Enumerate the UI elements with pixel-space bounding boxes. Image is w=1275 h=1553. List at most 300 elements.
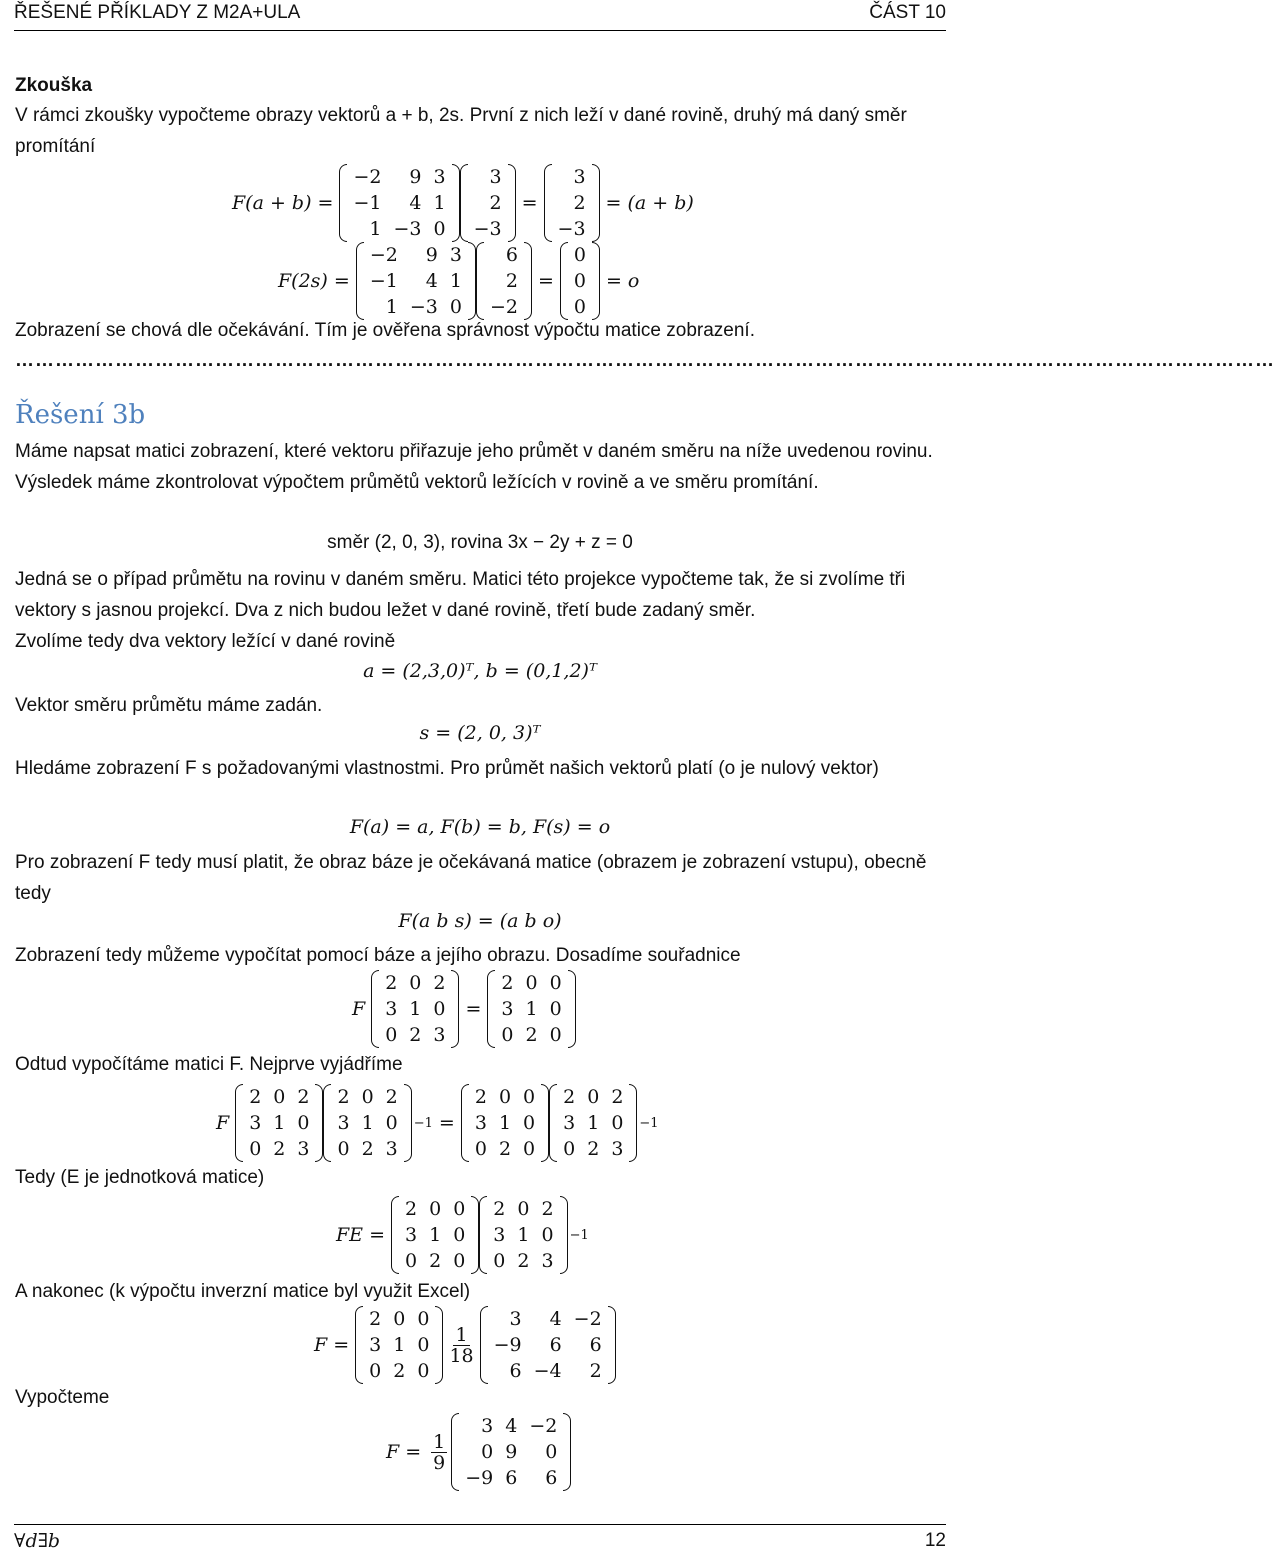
matrix-row bbox=[487, 1248, 559, 1274]
mapping-conditions: F(a) = a, F(b) = b, F(s) = o bbox=[349, 816, 611, 838]
matrix-cell: 1 bbox=[273, 1112, 286, 1134]
matrix-cell: 0 bbox=[273, 1086, 286, 1108]
matrix-cell: 3 bbox=[449, 244, 462, 266]
matrix-row bbox=[459, 1439, 563, 1465]
matrix-row bbox=[469, 1136, 541, 1162]
equation-result bbox=[380, 1413, 571, 1491]
matrix-row bbox=[363, 1332, 435, 1358]
matrix-cell: 3 bbox=[501, 998, 514, 1020]
matrix-cell: 0 bbox=[573, 296, 586, 318]
eq4-matrix-2 bbox=[323, 1084, 411, 1162]
eq1-equals: = bbox=[521, 192, 538, 214]
eq6-fraction bbox=[447, 1325, 475, 1366]
eq4-equals: = bbox=[438, 1112, 455, 1134]
matrix-cell: 3 bbox=[337, 1112, 350, 1134]
matrix-cell: −2 bbox=[489, 296, 518, 318]
matrix-cell: 2 bbox=[493, 1198, 506, 1220]
section-paragraph-10: A nakonec (k výpočtu inverzní matice byl využit Excel) bbox=[15, 1281, 471, 1302]
matrix-body bbox=[379, 970, 451, 1048]
matrix-cell: 9 bbox=[409, 166, 422, 188]
matrix-cell: 2 bbox=[563, 1086, 576, 1108]
matrix-cell: 0 bbox=[337, 1138, 350, 1160]
matrix-right-paren bbox=[560, 1196, 568, 1274]
matrix-cell: 1 bbox=[498, 1112, 512, 1134]
matrix-cell: 1 bbox=[429, 1224, 442, 1246]
matrix-cell: −3 bbox=[473, 218, 502, 240]
matrix-row bbox=[379, 1022, 451, 1048]
matrix-cell: 3 bbox=[385, 998, 398, 1020]
matrix-cell: 4 bbox=[425, 270, 438, 292]
matrix-right-paren bbox=[524, 242, 532, 320]
matrix-row bbox=[552, 164, 592, 190]
matrix-cell: 0 bbox=[297, 1112, 310, 1134]
matrix-left-paren bbox=[356, 242, 364, 320]
matrix-row bbox=[399, 1196, 471, 1222]
matrix-right-paren bbox=[629, 1084, 637, 1162]
matrix-cell: 0 bbox=[453, 1198, 466, 1220]
matrix-cell: 0 bbox=[429, 1198, 442, 1220]
header-title: ŘEŠENÉ PŘÍKLADY Z M2A+ULA bbox=[14, 2, 301, 23]
eq6-matrix-2 bbox=[480, 1306, 616, 1384]
eq6-fraction-denominator: 18 bbox=[449, 1344, 474, 1367]
matrix-cell: 3 bbox=[297, 1138, 310, 1160]
eq2-matrix bbox=[356, 242, 476, 320]
matrix-cell: 3 bbox=[541, 1250, 554, 1272]
matrix-cell: 0 bbox=[385, 1024, 398, 1046]
matrix-right-paren bbox=[471, 1196, 479, 1274]
matrix-body bbox=[557, 1084, 629, 1162]
matrix-left-paren bbox=[460, 164, 468, 242]
matrix-cell: 1 bbox=[587, 1112, 600, 1134]
matrix-cell: 0 bbox=[453, 1224, 466, 1246]
eq5-matrix-1 bbox=[391, 1196, 479, 1274]
matrix-cell: 2 bbox=[573, 192, 586, 214]
matrix-cell: 0 bbox=[449, 296, 462, 318]
matrix-cell: 0 bbox=[523, 1112, 536, 1134]
equation-check-1 bbox=[226, 164, 700, 242]
matrix-cell: −3 bbox=[393, 218, 422, 240]
matrix-cell: 1 bbox=[361, 1112, 374, 1134]
header-part: ČÁST 10 bbox=[869, 2, 946, 23]
matrix-right-paren bbox=[568, 970, 576, 1048]
matrix-left-paren bbox=[339, 164, 347, 242]
matrix-cell: 2 bbox=[361, 1138, 374, 1160]
matrix-body bbox=[331, 1084, 403, 1162]
eq2-vector bbox=[476, 242, 532, 320]
matrix-left-paren bbox=[476, 242, 484, 320]
eq1-rhs: = (a + b) bbox=[605, 192, 694, 214]
matrix-cell: 0 bbox=[549, 1024, 562, 1046]
matrix-cell: 0 bbox=[549, 998, 562, 1020]
matrix-cell: 0 bbox=[369, 1360, 382, 1382]
matrix-row bbox=[469, 1110, 541, 1136]
section-paragraph-1: Máme napsat matici zobrazení, které vektoru přiřazuje jeho průmět v daném směru na níže uvedenou rovinu. Výsledek máme zkontrolovat výpočtem průmětů vektorů ležících v rovině a ve směru promítání. bbox=[15, 441, 933, 493]
matrix-body bbox=[243, 1084, 315, 1162]
matrix-row bbox=[364, 242, 468, 268]
matrix-cell: 9 bbox=[425, 244, 438, 266]
matrix-cell: 3 bbox=[573, 166, 586, 188]
matrix-cell: 0 bbox=[433, 218, 446, 240]
section-paragraph-7: Zobrazení tedy můžeme vypočítat pomocí báze a jejího obrazu. Dosadíme souřadnice bbox=[15, 945, 741, 966]
matrix-row bbox=[488, 1306, 608, 1332]
matrix-left-paren bbox=[549, 1084, 557, 1162]
matrix-row bbox=[552, 190, 592, 216]
page-number: 12 bbox=[924, 1530, 946, 1551]
matrix-cell: 0 bbox=[385, 1112, 398, 1134]
matrix-cell: 2 bbox=[429, 1250, 442, 1272]
equation-inverse bbox=[210, 1084, 659, 1162]
matrix-cell: 3 bbox=[481, 1415, 494, 1437]
matrix-cell: 3 bbox=[563, 1112, 576, 1134]
section-paragraph-4: Vektor směru průmětu máme zadán. bbox=[15, 695, 323, 716]
equation-fe bbox=[330, 1196, 589, 1274]
matrix-body bbox=[568, 242, 592, 320]
matrix-row bbox=[568, 242, 592, 268]
matrix-row bbox=[484, 268, 524, 294]
matrix-cell: 2 bbox=[249, 1086, 262, 1108]
matrix-right-paren bbox=[592, 164, 600, 242]
eq7-fraction-denominator: 9 bbox=[433, 1451, 446, 1474]
matrix-cell: 1 bbox=[517, 1224, 530, 1246]
matrix-cell: −9 bbox=[465, 1467, 494, 1489]
matrix-cell: 2 bbox=[541, 1198, 554, 1220]
eq4-matrix-1 bbox=[235, 1084, 323, 1162]
eq3-equals: = bbox=[465, 998, 482, 1020]
section-paragraph-3: Zvolíme tedy dva vektory ležící v dané rovině bbox=[15, 631, 396, 652]
matrix-row bbox=[557, 1084, 629, 1110]
matrix-body bbox=[363, 1306, 435, 1384]
matrix-cell: 0 bbox=[405, 1250, 418, 1272]
matrix-right-paren bbox=[435, 1306, 443, 1384]
eq7-fraction bbox=[431, 1432, 447, 1473]
matrix-cell: −4 bbox=[533, 1360, 562, 1382]
matrix-cell: 0 bbox=[573, 270, 586, 292]
matrix-body bbox=[347, 164, 451, 242]
matrix-row bbox=[495, 1022, 567, 1048]
matrix-cell: 0 bbox=[545, 1441, 558, 1463]
matrix-cell: 2 bbox=[501, 972, 514, 994]
matrix-cell: 2 bbox=[474, 1086, 487, 1108]
matrix-row bbox=[347, 216, 451, 242]
matrix-cell: 3 bbox=[405, 1224, 418, 1246]
eq7-matrix bbox=[451, 1413, 571, 1491]
matrix-left-paren bbox=[391, 1196, 399, 1274]
matrix-cell: 1 bbox=[385, 296, 398, 318]
zkouska-title: Zkouška bbox=[15, 75, 93, 96]
matrix-row bbox=[243, 1136, 315, 1162]
matrix-body bbox=[399, 1196, 471, 1274]
section-paragraph-6: Pro zobrazení F tedy musí platit, že obraz báze je očekávaná matice (obrazem je zobrazení vstupu), obecně tedy bbox=[15, 852, 927, 904]
matrix-cell: 4 bbox=[549, 1308, 562, 1330]
matrix-cell: 3 bbox=[385, 1138, 398, 1160]
matrix-cell: 2 bbox=[589, 1360, 602, 1382]
matrix-row bbox=[469, 1084, 541, 1110]
eq4-matrix-4 bbox=[549, 1084, 637, 1162]
matrix-cell: 3 bbox=[249, 1112, 262, 1134]
matrix-cell: 2 bbox=[517, 1250, 530, 1272]
eq2-result bbox=[560, 242, 600, 320]
matrix-right-paren bbox=[468, 242, 476, 320]
eq5-exponent: −1 bbox=[569, 1227, 589, 1243]
eq4-matrix-3 bbox=[461, 1084, 549, 1162]
eq6-lhs: F = bbox=[314, 1334, 350, 1356]
matrix-body bbox=[364, 242, 468, 320]
matrix-cell: 3 bbox=[509, 1308, 522, 1330]
matrix-cell: 2 bbox=[525, 1024, 538, 1046]
matrix-body bbox=[487, 1196, 559, 1274]
matrix-cell: 3 bbox=[433, 166, 446, 188]
zkouska-paragraph: V rámci zkoušky vypočteme obrazy vektorů a + b, 2s. První z nich leží v dané rovině, druhý má daný směr promítání bbox=[15, 105, 907, 157]
matrix-row bbox=[331, 1110, 403, 1136]
matrix-cell: 1 bbox=[433, 192, 446, 214]
matrix-left-paren bbox=[487, 970, 495, 1048]
matrix-cell: 2 bbox=[405, 1198, 418, 1220]
eq1-lhs: F(a + b) = bbox=[232, 192, 334, 214]
matrix-body bbox=[495, 970, 567, 1048]
matrix-row bbox=[568, 268, 592, 294]
matrix-row bbox=[557, 1110, 629, 1136]
matrix-row bbox=[552, 216, 592, 242]
matrix-cell: 2 bbox=[409, 1024, 422, 1046]
matrix-cell: 2 bbox=[369, 1308, 382, 1330]
matrix-row bbox=[459, 1413, 563, 1439]
matrix-cell: 6 bbox=[505, 244, 518, 266]
matrix-row bbox=[557, 1136, 629, 1162]
direction-plane-line: směr (2, 0, 3), rovina 3x − 2y + z = 0 bbox=[327, 532, 633, 553]
section-paragraph-9: Tedy (E je jednotková matice) bbox=[15, 1167, 265, 1188]
matrix-cell: 1 bbox=[449, 270, 462, 292]
matrix-cell: 2 bbox=[393, 1360, 406, 1382]
eq3-result bbox=[487, 970, 575, 1048]
matrix-cell: 3 bbox=[433, 1024, 446, 1046]
matrix-row bbox=[487, 1196, 559, 1222]
matrix-cell: 0 bbox=[417, 1360, 430, 1382]
footer-divider bbox=[14, 1524, 946, 1525]
matrix-cell: 2 bbox=[489, 192, 502, 214]
matrix-row bbox=[243, 1110, 315, 1136]
matrix-row bbox=[488, 1358, 608, 1384]
matrix-row bbox=[331, 1084, 403, 1110]
section-paragraph-8: Odtud vypočítáme matici F. Nejprve vyjádříme bbox=[15, 1054, 403, 1075]
matrix-body bbox=[469, 1084, 541, 1162]
matrix-cell: 6 bbox=[549, 1334, 562, 1356]
matrix-cell: 0 bbox=[433, 998, 446, 1020]
matrix-right-paren bbox=[404, 1084, 412, 1162]
vector-s: s = (2, 0, 3)ᵀ bbox=[419, 722, 541, 744]
eq6-fraction-numerator: 1 bbox=[455, 1323, 468, 1346]
eq5-matrix-2 bbox=[479, 1196, 567, 1274]
matrix-cell: −3 bbox=[409, 296, 438, 318]
matrix-body bbox=[468, 164, 508, 242]
basis-mapping: F(a b s) = (a b o) bbox=[398, 910, 562, 932]
matrix-cell: −1 bbox=[353, 192, 382, 214]
matrix-cell: 0 bbox=[361, 1086, 374, 1108]
matrix-row bbox=[331, 1136, 403, 1162]
matrix-row bbox=[364, 268, 468, 294]
matrix-right-paren bbox=[608, 1306, 616, 1384]
matrix-cell: 2 bbox=[587, 1138, 600, 1160]
zkouska-conclusion: Zobrazení se chová dle očekávání. Tím je ověřena správnost výpočtu matice zobrazení. bbox=[15, 320, 755, 341]
matrix-left-paren bbox=[355, 1306, 363, 1384]
matrix-cell: 2 bbox=[385, 1086, 398, 1108]
matrix-cell: −2 bbox=[529, 1415, 558, 1437]
matrix-left-paren bbox=[479, 1196, 487, 1274]
matrix-row bbox=[484, 242, 524, 268]
equation-final-product bbox=[308, 1306, 616, 1384]
matrix-row bbox=[495, 970, 567, 996]
matrix-row bbox=[363, 1306, 435, 1332]
section-paragraph-5: Hledáme zobrazení F s požadovanými vlastnostmi. Pro průmět našich vektorů platí (o je nulový vektor) bbox=[15, 758, 879, 779]
matrix-cell: 0 bbox=[393, 1308, 406, 1330]
eq6-matrix-1 bbox=[355, 1306, 443, 1384]
matrix-body bbox=[484, 242, 524, 320]
matrix-cell: 6 bbox=[589, 1334, 602, 1356]
matrix-right-paren bbox=[563, 1413, 571, 1491]
matrix-right-paren bbox=[541, 1084, 549, 1162]
matrix-cell: −2 bbox=[353, 166, 382, 188]
matrix-cell: 2 bbox=[505, 270, 518, 292]
matrix-cell: 0 bbox=[517, 1198, 530, 1220]
matrix-row bbox=[488, 1332, 608, 1358]
section-heading: Řešení 3b bbox=[15, 400, 146, 430]
matrix-cell: −3 bbox=[557, 218, 586, 240]
matrix-cell: 2 bbox=[385, 972, 398, 994]
matrix-cell: 3 bbox=[369, 1334, 382, 1356]
matrix-row bbox=[495, 996, 567, 1022]
matrix-cell: 0 bbox=[501, 1024, 514, 1046]
eq1-matrix bbox=[339, 164, 459, 242]
matrix-cell: 9 bbox=[505, 1441, 518, 1463]
matrix-cell: 0 bbox=[525, 972, 538, 994]
matrix-cell: 2 bbox=[498, 1138, 512, 1160]
matrix-cell: −1 bbox=[369, 270, 398, 292]
eq2-equals: = bbox=[537, 270, 554, 292]
matrix-cell: −9 bbox=[493, 1334, 522, 1356]
matrix-right-paren bbox=[452, 164, 460, 242]
matrix-cell: 0 bbox=[493, 1250, 506, 1272]
matrix-row bbox=[468, 164, 508, 190]
matrix-cell: 3 bbox=[493, 1224, 506, 1246]
matrix-row bbox=[468, 216, 508, 242]
matrix-right-paren bbox=[451, 970, 459, 1048]
matrix-cell: 1 bbox=[369, 218, 382, 240]
matrix-cell: 4 bbox=[409, 192, 422, 214]
matrix-cell: 0 bbox=[523, 1086, 536, 1108]
matrix-cell: 3 bbox=[474, 1112, 487, 1134]
header-divider bbox=[14, 30, 946, 31]
matrix-cell: 0 bbox=[409, 972, 422, 994]
matrix-row bbox=[468, 190, 508, 216]
eq1-result bbox=[544, 164, 600, 242]
separator-dots: ……………………………………………………………………………………………………………………………………………………………………… bbox=[15, 350, 1275, 371]
matrix-cell: 3 bbox=[611, 1138, 624, 1160]
matrix-right-paren bbox=[592, 242, 600, 320]
matrix-cell: 0 bbox=[417, 1308, 430, 1330]
matrix-row bbox=[363, 1358, 435, 1384]
matrix-cell: 4 bbox=[505, 1415, 518, 1437]
matrix-cell: 1 bbox=[525, 998, 538, 1020]
eq7-lhs: F = bbox=[386, 1441, 422, 1463]
equation-basis bbox=[346, 970, 576, 1048]
matrix-right-paren bbox=[315, 1084, 323, 1162]
matrix-cell: 0 bbox=[573, 244, 586, 266]
matrix-cell: 0 bbox=[587, 1086, 600, 1108]
matrix-cell: 6 bbox=[505, 1467, 518, 1489]
matrix-cell: 0 bbox=[417, 1334, 430, 1356]
equation-check-2 bbox=[272, 242, 645, 320]
eq7-fraction-numerator: 1 bbox=[433, 1430, 446, 1453]
matrix-left-paren bbox=[323, 1084, 331, 1162]
matrix-body bbox=[552, 164, 592, 242]
matrix-cell: 0 bbox=[481, 1441, 494, 1463]
eq1-vector bbox=[460, 164, 516, 242]
matrix-cell: −2 bbox=[573, 1308, 602, 1330]
matrix-row bbox=[347, 164, 451, 190]
footer-logo-text: ∀d∃b bbox=[14, 1530, 61, 1552]
matrix-row bbox=[379, 996, 451, 1022]
matrix-cell: 2 bbox=[433, 972, 446, 994]
matrix-cell: 0 bbox=[498, 1086, 512, 1108]
matrix-left-paren bbox=[461, 1084, 469, 1162]
matrix-cell: 6 bbox=[509, 1360, 522, 1382]
matrix-cell: 0 bbox=[474, 1138, 487, 1160]
matrix-cell: 2 bbox=[273, 1138, 286, 1160]
eq2-rhs: = o bbox=[605, 270, 640, 292]
eq2-lhs: F(2s) = bbox=[278, 270, 350, 292]
matrix-cell: 2 bbox=[297, 1086, 310, 1108]
matrix-cell: 2 bbox=[611, 1086, 624, 1108]
matrix-row bbox=[379, 970, 451, 996]
matrix-cell: 1 bbox=[409, 998, 422, 1020]
matrix-row bbox=[347, 190, 451, 216]
matrix-left-paren bbox=[544, 164, 552, 242]
matrix-cell: 2 bbox=[337, 1086, 350, 1108]
matrix-cell: 0 bbox=[541, 1224, 554, 1246]
matrix-cell: 3 bbox=[489, 166, 502, 188]
matrix-cell: −2 bbox=[369, 244, 398, 266]
eq4-exponent-1: −1 bbox=[413, 1115, 433, 1131]
matrix-row bbox=[399, 1248, 471, 1274]
eq4-exponent-2: −1 bbox=[639, 1115, 659, 1131]
section-paragraph-11: Vypočteme bbox=[15, 1387, 110, 1408]
matrix-cell: 6 bbox=[545, 1467, 558, 1489]
matrix-cell: 1 bbox=[393, 1334, 406, 1356]
matrix-cell: 0 bbox=[249, 1138, 262, 1160]
vectors-a-b: a = (2,3,0)ᵀ, b = (0,1,2)ᵀ bbox=[363, 660, 597, 682]
matrix-row bbox=[399, 1222, 471, 1248]
eq3-lhs: F bbox=[352, 998, 366, 1020]
eq3-matrix bbox=[371, 970, 459, 1048]
matrix-left-paren bbox=[235, 1084, 243, 1162]
matrix-cell: 0 bbox=[563, 1138, 576, 1160]
section-paragraph-2: Jedná se o případ průmětu na rovinu v daném směru. Matici této projekce vypočteme tak, že si zvolíme tři vektory s jasnou projekcí. Dva z nich budou ležet v dané rovině, třetí bude zadaný směr. bbox=[15, 569, 906, 621]
matrix-row bbox=[459, 1465, 563, 1491]
matrix-right-paren bbox=[508, 164, 516, 242]
matrix-row bbox=[243, 1084, 315, 1110]
matrix-cell: 0 bbox=[453, 1250, 466, 1272]
matrix-left-paren bbox=[371, 970, 379, 1048]
matrix-body bbox=[459, 1413, 563, 1491]
eq4-lhs: F bbox=[216, 1112, 230, 1134]
matrix-row bbox=[487, 1222, 559, 1248]
matrix-body bbox=[488, 1306, 608, 1384]
matrix-cell: 0 bbox=[523, 1138, 536, 1160]
matrix-left-paren bbox=[480, 1306, 488, 1384]
matrix-cell: 0 bbox=[549, 972, 562, 994]
matrix-left-paren bbox=[560, 242, 568, 320]
matrix-cell: 0 bbox=[611, 1112, 624, 1134]
eq5-lhs: FE = bbox=[336, 1224, 386, 1246]
